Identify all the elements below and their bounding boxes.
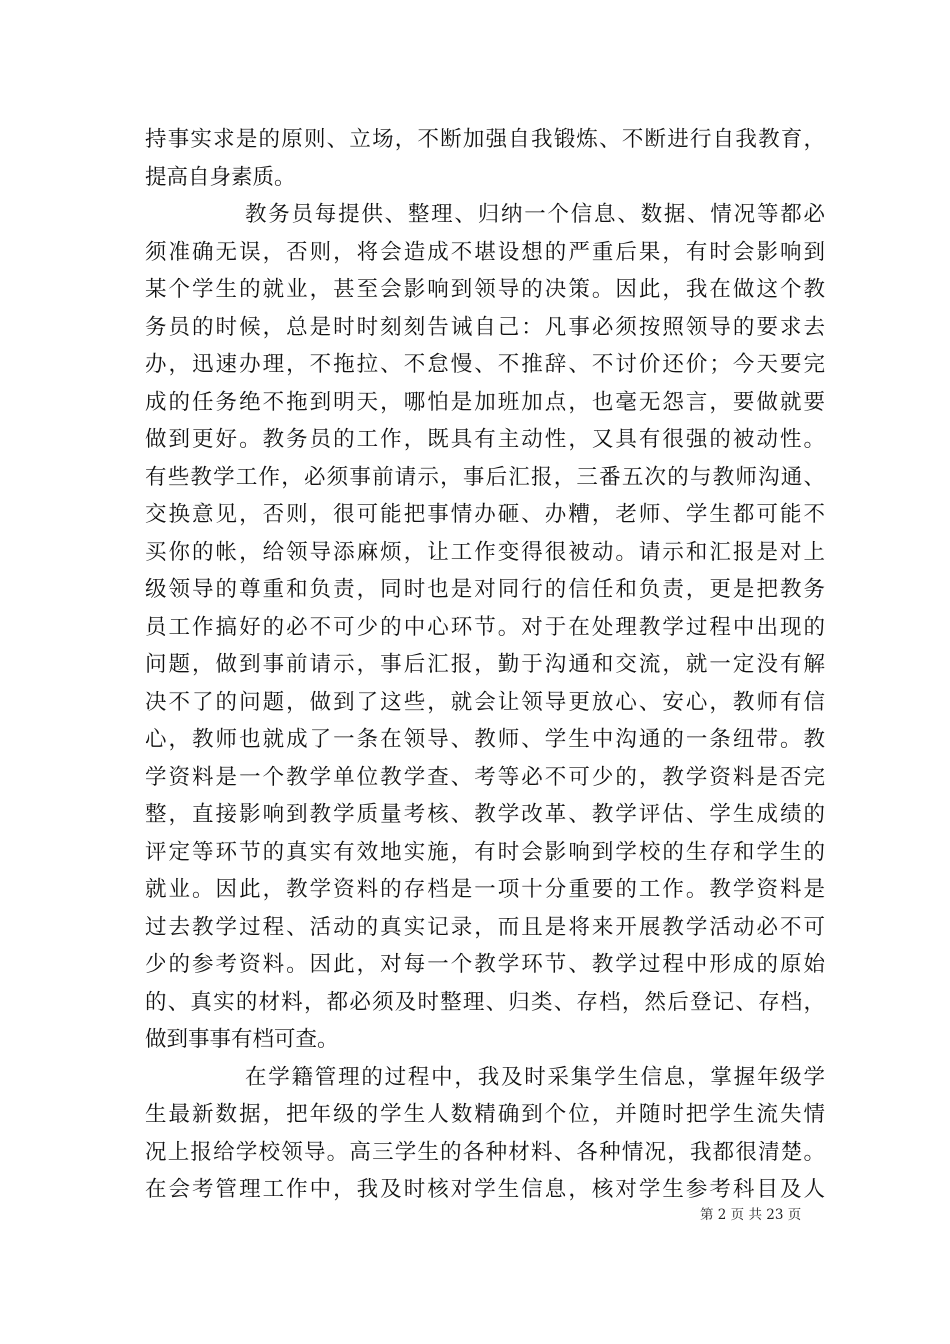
page-number-footer: 第 2 页 共 23 页 [700, 1207, 802, 1223]
text-line: 须准确无误，否则，将会造成不堪设想的严重后果，有时会影响到 [145, 239, 825, 265]
text-line: 成的任务绝不拖到明天，哪怕是加班加点，也毫无怨言，要做就要 [145, 389, 825, 415]
text-line: 做到更好。教务员的工作，既具有主动性，又具有很强的被动性。 [145, 427, 825, 452]
text-line: 某个学生的就业，甚至会影响到领导的决策。因此，我在做这个教 [145, 277, 825, 302]
text-line: 过去教学过程、活动的真实记录，而且是将来开展教学活动必不可 [145, 914, 825, 940]
text-line: 持事实求是的原则、立场，不断加强自我锻炼、不断进行自我教育， [145, 127, 825, 152]
text-line: 少的参考资料。因此，对每一个教学环节、教学过程中形成的原始 [145, 952, 825, 977]
text-line: 教务员每提供、整理、归纳一个信息、数据、情况等都必 [245, 202, 825, 227]
text-line: 在学籍管理的过程中，我及时采集学生信息，掌握年级学 [245, 1064, 825, 1090]
text-line: 评定等环节的真实有效地实施，有时会影响到学校的生存和学生的 [145, 839, 825, 865]
text-line: 在会考管理工作中，我及时核对学生信息，核对学生参考科目及人 [145, 1177, 825, 1202]
text-line: 的、真实的材料，都必须及时整理、归类、存档，然后登记、存档， [145, 989, 825, 1015]
text-line: 做到事事有档可查。 [145, 1027, 339, 1052]
text-line: 交换意见，否则，很可能把事情办砸、办糟，老师、学生都可能不 [145, 502, 825, 527]
text-line: 整，直接影响到教学质量考核、教学改革、教学评估、学生成绩的 [145, 802, 825, 827]
text-line: 办，迅速办理，不拖拉、不怠慢、不推辞、不讨价还价；今天要完 [145, 352, 825, 377]
text-line: 心，教师也就成了一条在领导、教师、学生中沟通的一条纽带。教 [145, 727, 825, 752]
text-line: 学资料是一个教学单位教学查、考等必不可少的，教学资料是否完 [145, 764, 825, 790]
text-line: 级领导的尊重和负责，同时也是对同行的信任和负责，更是把教务 [145, 577, 825, 602]
text-line: 决不了的问题，做到了这些，就会让领导更放心、安心，教师有信 [145, 689, 825, 715]
text-line: 况上报给学校领导。高三学生的各种材料、各种情况，我都很清楚。 [145, 1139, 825, 1165]
text-line: 提高自身素质。 [145, 164, 296, 190]
text-line: 问题，做到事前请示，事后汇报，勤于沟通和交流，就一定没有解 [145, 652, 825, 677]
document-body [145, 121, 825, 1209]
text-line: 员工作搞好的必不可少的中心环节。对于在处理教学过程中出现的 [145, 614, 825, 640]
text-line: 务员的时候，总是时时刻刻告诫自己：凡事必须按照领导的要求去 [145, 314, 825, 340]
text-line: 买你的帐，给领导添麻烦，让工作变得很被动。请示和汇报是对上 [145, 539, 825, 565]
text-line: 生最新数据，把年级的学生人数精确到个位，并随时把学生流失情 [145, 1102, 825, 1127]
text-line: 就业。因此，教学资料的存档是一项十分重要的工作。教学资料是 [145, 877, 825, 902]
text-line: 有些教学工作，必须事前请示，事后汇报，三番五次的与教师沟通、 [145, 464, 825, 490]
